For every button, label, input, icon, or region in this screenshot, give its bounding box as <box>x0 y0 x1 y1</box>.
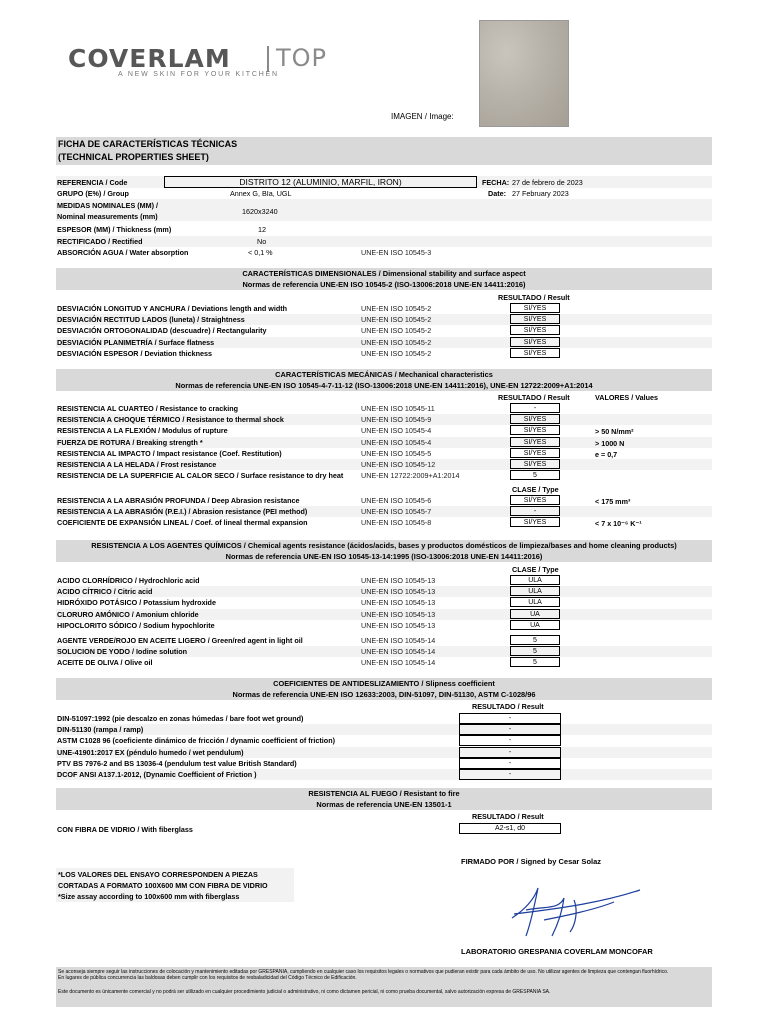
row-result: - <box>459 747 561 758</box>
logo-sub-text: TOP <box>276 44 328 72</box>
fecha-label: FECHA: <box>482 178 510 187</box>
row-result: - <box>510 403 560 413</box>
row-norm: UNE-EN ISO 10545-13 <box>361 576 436 585</box>
signed-by: FIRMADO POR / Signed by Cesar Solaz <box>461 857 602 866</box>
rectificado-value: No <box>257 237 267 246</box>
rectificado-label: RECTIFICADO / Rectified <box>57 237 143 246</box>
row-result: ULA <box>510 575 560 585</box>
row-result: UA <box>510 620 560 630</box>
slip-result-header: RESULTADO / Result <box>472 702 544 711</box>
espesor-value: 12 <box>258 225 266 234</box>
slip-section-header <box>56 678 712 700</box>
row-norm: UNE-EN ISO 10545-2 <box>361 304 432 313</box>
medidas-label-1: MEDIDAS NOMINALES (MM) / <box>57 201 159 210</box>
row-norm: UNE-EN ISO 10545-12 <box>361 460 436 469</box>
row-label: DESVIACIÓN RECTITUD LADOS (luneta) / Straightness <box>57 315 245 325</box>
row-result: SI/YES <box>510 348 560 358</box>
fecha-value: 27 de febrero de 2023 <box>512 178 583 187</box>
row-result: SI/YES <box>510 437 560 447</box>
dim-section-header <box>56 268 712 290</box>
row-label: HIPOCLORITO SÓDICO / Sodium hypochlorite <box>57 620 215 630</box>
legal-footer <box>56 967 712 1007</box>
row-label: ACIDO CLORHÍDRICO / Hydrochloric acid <box>57 576 200 585</box>
row-norm: UNE-EN ISO 10545-14 <box>361 647 436 657</box>
row-value: > 1000 N <box>595 438 625 448</box>
chem-class-header: CLASE / Type <box>512 565 559 574</box>
mech-norms: Normas de referencia UNE-EN ISO 10545-4-7-11-12 (ISO-13006:2018 UNE-EN 14411:2016), UNE-EN 12722:2009+A1:2014 <box>175 381 593 390</box>
chem-norms: Normas de referencia UNE-EN ISO 10545-13-14:1995 (ISO-13006:2018 UNE-EN 14411:2016) <box>225 552 543 561</box>
row-label: RESISTENCIA DE LA SUPERFICIE AL CALOR SECO / Surface resistance to dry heat <box>57 471 344 481</box>
row-label: DCOF ANSI A137.1-2012, (Dynamic Coefficient of Friction ) <box>57 770 257 779</box>
row-label: DIN-51097:1992 (pie descalzo en zonas húmedas / bare foot wet ground) <box>57 714 304 723</box>
coverlam-logo <box>68 44 368 84</box>
row-norm: UNE-EN ISO 10545-2 <box>361 326 432 336</box>
row-result: ULA <box>510 586 560 596</box>
row-result: SI/YES <box>510 517 560 527</box>
fire-title: RESISTENCIA AL FUEGO / Resistant to fire <box>308 789 460 798</box>
row-norm: UNE-EN ISO 10545-2 <box>361 337 432 347</box>
mech-title: CARACTERÍSTICAS MECÁNICAS / Mechanical characteristics <box>275 370 493 379</box>
lab-name: LABORATORIO GRESPANIA COVERLAM MONCOFAR <box>461 947 653 956</box>
row-result: - <box>459 713 561 724</box>
absorcion-value: < 0,1 % <box>248 248 273 257</box>
row-label: ACEITE DE OLIVA / Olive oil <box>57 658 153 668</box>
row-norm: UNE-EN ISO 10545-2 <box>361 315 432 325</box>
note-line-1: *LOS VALORES DEL ENSAYO CORRESPONDEN A PIEZAS <box>58 870 258 879</box>
fire-section-header <box>56 788 712 810</box>
mech-section-header <box>56 369 712 391</box>
row-result: - <box>459 724 561 735</box>
row-label: RESISTENCIA A LA HELADA / Frost resistance <box>57 460 217 469</box>
row-label: RESISTENCIA AL IMPACTO / Impact resistance (Coef. Restitution) <box>57 448 282 458</box>
fire-label: CON FIBRA DE VIDRIO / With fiberglass <box>57 825 193 834</box>
row-value: < 175 mm³ <box>595 497 631 506</box>
row-shade <box>56 724 712 735</box>
row-label: DESVIACIÓN PLANIMETRÍA / Surface flatness <box>57 337 215 347</box>
row-result: UA <box>510 609 560 619</box>
row-norm: UNE-EN ISO 10545-5 <box>361 448 432 458</box>
row-result: 5 <box>510 470 560 480</box>
referencia-label: REFERENCIA / Code <box>57 178 128 187</box>
row-value: < 7 x 10⁻⁶ K⁻¹ <box>595 519 642 529</box>
dim-title: CARACTERÍSTICAS DIMENSIONALES / Dimensional stability and surface aspect <box>242 269 526 278</box>
row-label: AGENTE VERDE/ROJO EN ACEITE LIGERO / Green/red agent in light oil <box>57 636 303 645</box>
row-label: RESISTENCIA A LA ABRASIÓN (P.E.I.) / Abrasion resistance (PEI method) <box>57 507 308 517</box>
row-label: RESISTENCIA A LA FLEXIÓN / Modulus of rupture <box>57 426 228 436</box>
row-label: DESVIACIÓN ESPESOR / Deviation thickness <box>57 348 212 358</box>
fire-result: A2-s1, d0 <box>459 823 561 834</box>
absorcion-norm: UNE-EN ISO 10545-3 <box>361 248 432 257</box>
espesor-label: ESPESOR (MM) / Thickness (mm) <box>57 225 172 234</box>
row-label: FUERZA DE ROTURA / Breaking strength * <box>57 437 203 447</box>
row-label: PTV BS 7976-2 and BS 13036-4 (pendulum test value British Standard) <box>57 758 297 768</box>
row-norm: UNE-EN ISO 10545-14 <box>361 636 436 645</box>
row-result: - <box>510 506 560 516</box>
mech-result-header: RESULTADO / Result <box>498 393 570 402</box>
note-line-3: *Size assay according to 100x600 mm with fiberglass <box>58 892 240 901</box>
row-label: DIN-51130 (rampa / ramp) <box>57 725 144 735</box>
sheet-title <box>56 137 712 165</box>
row-norm: UNE-EN ISO 10545-13 <box>361 587 436 597</box>
row-result: - <box>459 758 561 769</box>
grupo-value: Annex G, BIa, UGL <box>230 189 292 198</box>
image-label: IMAGEN / Image: <box>391 112 454 121</box>
row-result: SI/YES <box>510 303 560 313</box>
dim-result-header: RESULTADO / Result <box>498 293 570 302</box>
row-result: ULA <box>510 597 560 607</box>
row-norm: UNE-EN ISO 10545-11 <box>361 404 435 413</box>
medidas-label-2: Nominal measurements (mm) <box>57 212 158 221</box>
referencia-value: DISTRITO 12 (ALUMINIO, MARFIL, IRON) <box>164 176 477 188</box>
logo-tagline: A NEW SKIN FOR YOUR KITCHEN <box>118 71 279 78</box>
row-result: SI/YES <box>510 425 560 435</box>
row-label: DESVIACIÓN LONGITUD Y ANCHURA / Deviations length and width <box>57 304 288 313</box>
row-label: COEFICIENTE DE EXPANSIÓN LINEAL / Coef. of lineal thermal expansion <box>57 518 308 528</box>
row-norm: UNE-EN ISO 10545-8 <box>361 518 432 528</box>
row-label: SOLUCION DE YODO / Iodine solution <box>57 647 188 657</box>
row-norm: UNE-EN ISO 10545-7 <box>361 507 432 517</box>
mech-class-header: CLASE / Type <box>512 485 559 494</box>
row-result: SI/YES <box>510 337 560 347</box>
chem-section-header <box>56 540 712 562</box>
row-label: HIDRÓXIDO POTÁSICO / Potassium hydroxide <box>57 598 216 608</box>
signature <box>504 880 644 940</box>
chem-title: RESISTENCIA A LOS AGENTES QUÍMICOS / Chemical agents resistance (ácidos/acids, bases y productos domésticos de limpieza/bases and home cleaning products) <box>91 541 677 550</box>
footer-line-1: Se aconseja siempre seguir las instrucciones de colocación y mantenimiento editadas por GRESPANIA, cumpliendo en cualquier caso los requisitos legales o normativos que pudieran existir para cada ámbito de uso. No utilizar agentes de limpieza que contengan fluorhídrico. <box>58 969 669 975</box>
product-image <box>479 20 569 127</box>
absorcion-label: ABSORCIÓN AGUA / Water absorption <box>57 248 189 257</box>
title-line-1: FICHA DE CARACTERÍSTICAS TÉCNICAS <box>58 139 238 149</box>
row-result: SI/YES <box>510 448 560 458</box>
row-label: UNE-41901:2017 EX (péndulo humedo / wet pendulum) <box>57 747 244 757</box>
row-result: - <box>459 769 561 780</box>
row-norm: UNE-EN ISO 10545-9 <box>361 415 432 425</box>
title-line-2: (TECHNICAL PROPERTIES SHEET) <box>58 152 209 162</box>
row-result: SI/YES <box>510 459 560 469</box>
row-label: DESVIACIÓN ORTOGONALIDAD (descuadre) / Rectangularity <box>57 326 267 336</box>
fire-norms: Normas de referencia UNE-EN 13501-1 <box>316 800 452 809</box>
row-result: SI/YES <box>510 495 560 505</box>
row-result: SI/YES <box>510 314 560 324</box>
row-label: ASTM C1028 96 (coeficiente dinámico de fricción / dynamic coefficient of friction) <box>57 736 335 746</box>
row-norm: UNE-EN ISO 10545-4 <box>361 426 432 436</box>
note-line-2: CORTADAS A FORMATO 100X600 MM CON FIBRA DE VIDRIO <box>58 881 268 890</box>
date-label: Date: <box>488 189 506 198</box>
row-norm: UNE-EN ISO 10545-13 <box>361 620 436 630</box>
mech-values-header: VALORES / Values <box>595 393 658 402</box>
row-norm: UNE-EN ISO 10545-6 <box>361 496 432 505</box>
row-label: RESISTENCIA AL CUARTEO / Resistance to cracking <box>57 404 239 413</box>
row-result: SI/YES <box>510 414 560 424</box>
row-norm: UNE-EN ISO 10545-13 <box>361 598 436 608</box>
row-label: RESISTENCIA A CHOQUE TÉRMICO / Resistance to thermal shock <box>57 415 284 425</box>
row-norm: UNE-EN ISO 10545-13 <box>361 609 436 619</box>
date-value: 27 February 2023 <box>512 189 569 198</box>
row-norm: UNE-EN 12722:2009+A1:2014 <box>361 471 460 481</box>
slip-title: COEFICIENTES DE ANTIDESLIZAMIENTO / Slipness coefficient <box>273 679 495 688</box>
row-value: > 50 N/mm² <box>595 427 634 437</box>
row-norm: UNE-EN ISO 10545-14 <box>361 658 436 668</box>
footer-line-3: Este documento es únicamente comercial y no podrá ser utilizado en cualquier procedimiento judicial o administrativo, ni como dictamen pericial, ni como prueba documental, salvo autorización expresa de GRESPANIA SA. <box>58 989 551 995</box>
row-value: e = 0,7 <box>595 449 618 459</box>
grupo-label: GRUPO (E%) / Group <box>57 189 129 198</box>
row-label: ACIDO CÍTRICO / Citric acid <box>57 587 153 597</box>
row-result: - <box>459 735 561 746</box>
medidas-value: 1620x3240 <box>242 207 278 216</box>
row-norm: UNE-EN ISO 10545-4 <box>361 437 432 447</box>
logo-main-text: COVERLAM <box>68 44 231 73</box>
notes-box <box>56 868 294 902</box>
logo-divider <box>267 46 269 72</box>
footer-line-2: En lugares de pública concurrencia las baldosas deben cumplir con los requisitos de resbaladicidad del Código Técnico de Edificación. <box>58 975 357 981</box>
dim-norms: Normas de referencia UNE-EN ISO 10545-2 (ISO-13006:2018 UNE-EN 14411:2016) <box>242 280 526 289</box>
row-norm: UNE-EN ISO 10545-2 <box>361 348 432 358</box>
row-result: 5 <box>510 646 560 656</box>
row-result: SI/YES <box>510 325 560 335</box>
slip-norms: Normas de referencia UNE-EN ISO 12633:2003, DIN-51097, DIN-51130, ASTM C-1028/96 <box>232 690 536 699</box>
fire-result-header: RESULTADO / Result <box>472 812 544 821</box>
row-result: 5 <box>510 635 560 645</box>
row-label: RESISTENCIA A LA ABRASIÓN PROFUNDA / Deep Abrasion resistance <box>57 496 300 505</box>
row-result: 5 <box>510 657 560 667</box>
row-label: CLORURO AMÓNICO / Amonium chloride <box>57 609 199 619</box>
